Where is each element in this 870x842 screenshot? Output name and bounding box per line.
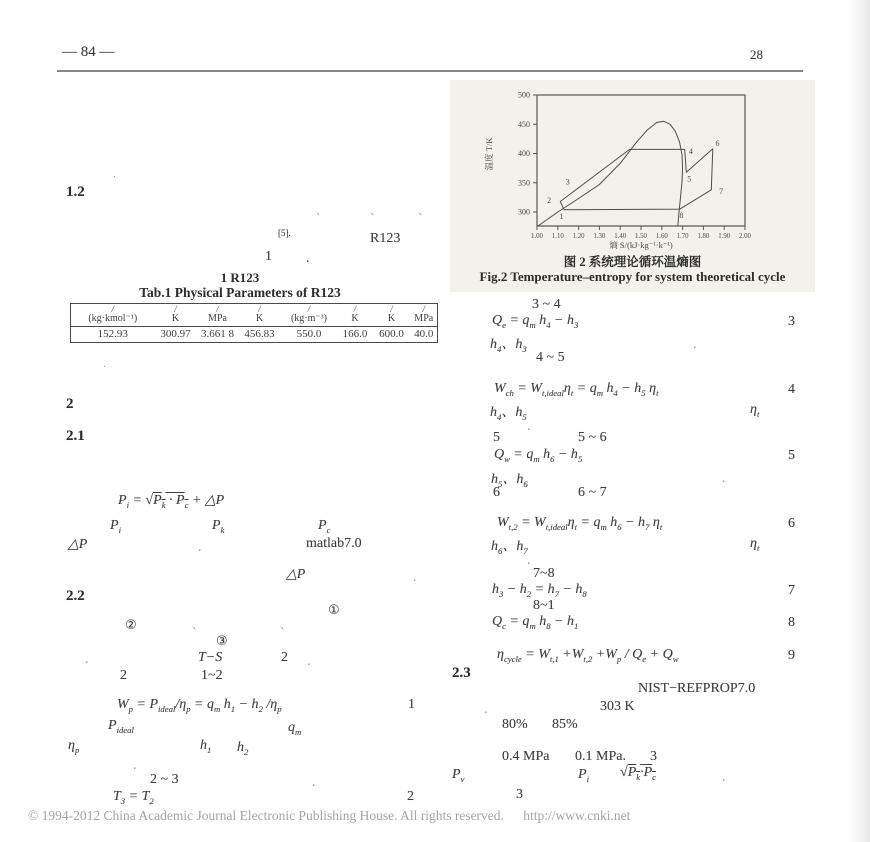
- period-mark: .: [312, 775, 316, 790]
- value-critical-pressure: 3.661 8: [201, 328, 234, 340]
- svg-text:350: 350: [518, 178, 530, 188]
- symbols-h6-h7: $h_6$、$h_7$: [491, 539, 528, 556]
- equation-5-reheat-heat: $Q_w = q_m$ $h_6 - h_5$: [494, 447, 583, 464]
- symbol-eta-p: $\eta_p$: [68, 738, 80, 755]
- svg-text:1.90: 1.90: [718, 233, 731, 240]
- symbol-p-i: $P_i$: [110, 518, 121, 535]
- value-max-pressure: 40.0: [414, 328, 434, 340]
- software-name-refprop: NIST−REFPROP7.0: [638, 681, 756, 696]
- period-mark: .: [693, 337, 697, 352]
- equation-number-4: 4: [788, 382, 795, 397]
- svg-text:温度 T/K: 温度 T/K: [484, 137, 494, 171]
- section-heading-2-2: 2.2: [66, 588, 85, 604]
- cnki-url: http://www.cnki.net: [523, 808, 631, 823]
- physical-parameters-table: [70, 303, 438, 343]
- svg-text:450: 450: [518, 119, 530, 129]
- equation-2-temperature: $T_3 = T_2$: [113, 789, 154, 806]
- temperature-value-303k: 303 K: [600, 699, 635, 714]
- svg-text:1.60: 1.60: [655, 233, 668, 240]
- period-mark: .: [527, 553, 531, 568]
- symbols-h4-h3: $h_4$、$h_3$: [490, 337, 527, 354]
- equation-number-3: 3: [788, 314, 795, 329]
- period-mark: .: [85, 652, 89, 667]
- circled-number-2: ②: [125, 618, 137, 633]
- symbol-delta-p: △P: [68, 537, 88, 552]
- equation-7-enthalpy-balance: $h_3 - h_2 = h_7 - h_8$: [492, 582, 587, 599]
- svg-text:1.50: 1.50: [635, 233, 647, 240]
- equation-8-condenser-heat: $Q_c = q_m$ $h_8 - h_1$: [492, 614, 579, 631]
- symbol-p-c: $P_c$: [318, 518, 331, 535]
- symbols-h4-h5: $h_4$、$h_5$: [490, 405, 527, 422]
- efficiency-80-percent: 80%: [502, 717, 528, 732]
- symbol-p-ideal: $P_{ideal}$: [108, 718, 134, 735]
- page-number-right: 28: [750, 47, 763, 62]
- svg-text:500: 500: [518, 90, 530, 100]
- svg-text:1.30: 1.30: [593, 233, 606, 240]
- process-range-5-6: 5 ~ 6: [578, 430, 607, 445]
- value-critical-temp: 456.83: [244, 328, 275, 340]
- process-range-8-1: 8~1: [533, 598, 555, 613]
- equation-6-turbine2-work: $W_{t,2} = W_{t,ideal}\eta_t = q_m$ $h_6 - h_7$ $\eta_t$: [497, 515, 663, 532]
- value-max-temp: 600.0: [379, 328, 404, 340]
- period-mark: .: [103, 356, 106, 370]
- circled-number-3: ③: [216, 634, 228, 649]
- value-min-temp: 166.0: [342, 328, 368, 340]
- period-mark: .: [484, 702, 488, 717]
- faded-text-mark: .: [113, 168, 116, 180]
- symbol-delta-p: △P: [286, 567, 306, 582]
- col-min-temp: / K: [338, 304, 373, 327]
- section-heading-2-3: 2.3: [452, 665, 471, 681]
- ts-diagram-plot: [450, 80, 815, 250]
- process-range-6-7: 6 ~ 7: [578, 485, 607, 500]
- svg-text:1.20: 1.20: [572, 233, 585, 240]
- circled-number-1: ①: [328, 603, 340, 618]
- col-molar-mass: / (kg·kmol⁻¹): [71, 304, 155, 327]
- svg-text:8: 8: [679, 210, 684, 220]
- period-mark: .: [413, 570, 417, 585]
- symbol-p-k: $P_k$: [212, 518, 225, 535]
- figure-reference-2: 2: [120, 668, 127, 683]
- process-range-4-5: 4 ~ 5: [536, 350, 565, 365]
- faded-punctuation: 、: [418, 205, 429, 217]
- equation-number-1: 1: [408, 697, 415, 712]
- table-caption-cn: 1 R123: [220, 270, 260, 285]
- copyright-notice: © 1994-2012 China Academic Journal Electronic Publishing House. All rights reserved.: [28, 808, 504, 823]
- symbol-h2: $h_2$: [237, 740, 249, 757]
- svg-text:1.70: 1.70: [676, 233, 689, 240]
- col-critical-temp: / K: [239, 304, 281, 327]
- svg-text:4: 4: [688, 147, 693, 157]
- equation-number-2: 2: [407, 789, 414, 804]
- col-max-temp: / K: [373, 304, 411, 327]
- equation-9-cycle-efficiency: $\eta_{cycle} = W_{t,1} +W_{t,2} +W_p / Q_e + Q_w$: [497, 647, 679, 664]
- col-critical-pressure: / MPa: [197, 304, 239, 327]
- process-range-2-3: 2 ~ 3: [150, 772, 179, 787]
- period-mark: .: [133, 758, 137, 773]
- symbol-h1: $h_1$: [200, 738, 212, 755]
- col-max-pressure: / MPa: [411, 304, 438, 327]
- table-value-row: [71, 327, 438, 343]
- symbol-p-i: $P_i$: [578, 767, 589, 784]
- process-range-7-8: 7~8: [533, 566, 555, 581]
- figure-reference-3: 3: [650, 749, 657, 764]
- state-point-6: 6: [493, 485, 500, 500]
- symbol-p-v: $P_v$: [452, 767, 465, 784]
- svg-text:300: 300: [518, 207, 530, 217]
- svg-text:400: 400: [518, 149, 530, 158]
- period-mark: .: [198, 540, 202, 555]
- value-critical-density: 550.0: [296, 328, 322, 340]
- symbol-q-m: $q_m$: [288, 720, 302, 737]
- value-molar-mass: 152.93: [97, 328, 128, 340]
- equation-number-5: 5: [788, 448, 795, 463]
- equation-1-pump-work: $W_p = P_{ideal}/\eta_p = q_m$ $h_1 - h_2$ $/\eta_p$: [117, 697, 282, 714]
- period-mark: .: [306, 251, 310, 266]
- footer: [28, 808, 630, 824]
- sqrt-pk-pc-expression: $√P_k\cdot P_c$: [620, 765, 657, 782]
- period-mark: .: [527, 419, 531, 434]
- table-header-row: [71, 304, 438, 327]
- svg-text:1: 1: [559, 212, 564, 222]
- col-boiling-temp: / K: [155, 304, 197, 327]
- faded-punctuation: 、: [192, 619, 203, 631]
- refrigerant-name: R123: [370, 231, 401, 246]
- equation-intermediate-pressure: $P_i = √P_k \cdot P_c$ + △P: [118, 493, 225, 510]
- figure-reference-2: 2: [281, 650, 288, 665]
- svg-text:1.80: 1.80: [697, 233, 710, 240]
- page-number-left: — 84 —: [62, 44, 115, 60]
- section-heading-1-2: 1.2: [66, 184, 85, 200]
- svg-text:1.40: 1.40: [614, 233, 627, 240]
- table-reference-number: 1: [265, 249, 272, 264]
- equation-3-evaporator-heat: $Q_e = q_m$ $h_4 - h_3$: [492, 313, 579, 330]
- pressure-04-mpa: 0.4 MPa: [502, 749, 550, 764]
- pressure-01-mpa: 0.1 MPa.: [575, 749, 626, 764]
- period-mark: .: [722, 770, 726, 785]
- table-caption-en: Tab.1 Physical Parameters of R123: [139, 285, 341, 300]
- figure-caption-cn: 图 2 系统理论循环温熵图: [563, 255, 702, 269]
- col-critical-density: / (kg·m⁻³): [281, 304, 338, 327]
- symbol-ts-diagram: T−S: [198, 650, 223, 665]
- period-mark: .: [307, 654, 311, 669]
- state-point-5: 5: [493, 430, 500, 445]
- period-mark: .: [722, 471, 726, 486]
- process-range-3-4: 3 ~ 4: [532, 297, 561, 312]
- svg-text:2: 2: [547, 196, 552, 206]
- equation-number-7: 7: [788, 583, 795, 598]
- figure-2-ts-diagram: [450, 80, 815, 292]
- header-rule: [57, 70, 803, 72]
- svg-text:5: 5: [687, 174, 692, 184]
- svg-text:熵 S/(kJ·kg⁻¹·k⁻¹): 熵 S/(kJ·kg⁻¹·k⁻¹): [609, 240, 673, 250]
- value-boiling-temp: 300.97: [160, 328, 191, 340]
- figure-caption-en: Fig.2 Temperature–entropy for system theoretical cycle: [479, 269, 786, 284]
- software-name-matlab: matlab7.0: [306, 536, 362, 551]
- faded-punctuation: 、: [280, 619, 291, 631]
- scan-edge-shadow: [850, 0, 870, 842]
- svg-text:1.00: 1.00: [531, 233, 543, 240]
- svg-text:1.10: 1.10: [551, 233, 564, 240]
- equation-number-9: 9: [788, 648, 795, 663]
- efficiency-85-percent: 85%: [552, 717, 578, 732]
- symbol-eta-t: $\eta_t$: [750, 536, 760, 553]
- section-heading-2-1: 2.1: [66, 428, 85, 444]
- section-heading-2: 2: [66, 396, 74, 412]
- equation-4-turbine-work: $W_{ch} = W_{t,ideal}\eta_t = q_m$ $h_4 - h_5$ $\eta_t$: [494, 381, 659, 398]
- svg-text:3: 3: [565, 177, 570, 187]
- figure-reference-3: 3: [516, 787, 523, 802]
- equation-number-8: 8: [788, 615, 795, 630]
- symbols-h5-h6: $h_5$、$h_6$: [491, 472, 528, 489]
- process-range-1-2: 1~2: [201, 668, 223, 683]
- svg-text:2.00: 2.00: [739, 233, 751, 240]
- svg-text:6: 6: [715, 138, 720, 148]
- faded-punctuation: 、: [316, 205, 327, 217]
- equation-number-6: 6: [788, 516, 795, 531]
- faded-punctuation: 、: [370, 205, 381, 217]
- svg-text:7: 7: [719, 186, 724, 196]
- reference-marker: [5].: [278, 228, 291, 238]
- symbol-eta-t: $\eta_t$: [750, 402, 760, 419]
